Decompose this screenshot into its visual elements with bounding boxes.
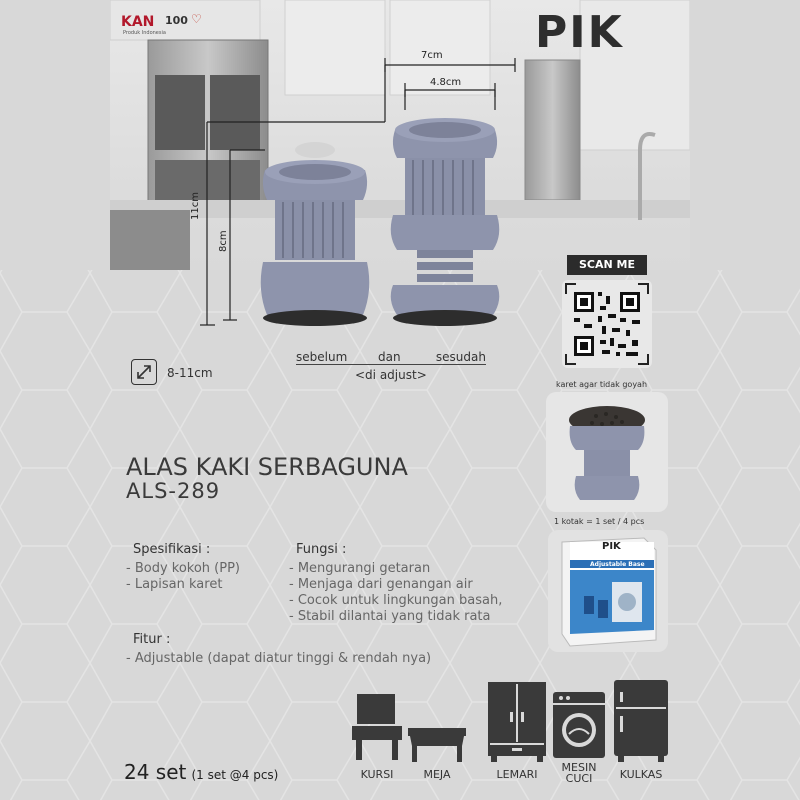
kan-logo-text: KAN — [121, 14, 155, 30]
kan-100-text: 100 — [165, 14, 188, 27]
functions-item: - Cocok untuk lingkungan basah, — [289, 593, 503, 608]
wardrobe-icon — [488, 682, 546, 762]
before-after-label — [296, 350, 486, 365]
box-caption: 1 kotak = 1 set / 4 pcs — [554, 517, 645, 526]
kan-heart-icon: ♡ — [191, 12, 202, 26]
rubber-foot-image — [546, 392, 668, 512]
use-label-washing-machine: MESIN CUCI — [561, 761, 597, 785]
size-range-text: 8-11cm — [167, 366, 213, 380]
product-before-after-image — [195, 50, 525, 335]
functions-list — [289, 561, 502, 625]
resize-icon — [131, 359, 157, 385]
and-label: dan — [378, 350, 401, 364]
use-label-wardrobe: LEMARI — [496, 768, 538, 781]
dim-inner-width: 4.8cm — [430, 77, 462, 88]
table-icon — [408, 728, 466, 762]
features-item: - Adjustable (dapat diatur tinggi & rendah nya) — [126, 651, 432, 666]
box-brand-text: PIK — [602, 541, 621, 552]
package-count-detail: (1 set @4 pcs) — [191, 768, 279, 782]
use-label-chair: KURSI — [360, 768, 394, 781]
pik-logo: PIK — [535, 7, 624, 58]
dim-height-min: 8cm — [218, 230, 229, 252]
specs-list — [126, 561, 240, 593]
before-label: sebelum — [296, 350, 348, 364]
rubber-caption: karet agar tidak goyah — [556, 380, 648, 389]
product-name: ALAS KAKI SERBAGUNA — [126, 453, 408, 481]
specs-item: - Lapisan karet — [126, 577, 223, 592]
product-code: ALS-289 — [126, 479, 221, 503]
package-count — [124, 760, 278, 784]
kan-sub-text: Produk Indonesia — [123, 30, 166, 36]
package-count-number: 24 set — [124, 760, 187, 784]
qr-code-icon[interactable] — [562, 280, 652, 368]
fridge-icon — [614, 680, 668, 762]
dim-outer-width: 7cm — [421, 50, 443, 61]
functions-heading: Fungsi : — [296, 542, 347, 557]
functions-item: - Mengurangi getaran — [289, 561, 431, 576]
kan-logo — [113, 10, 253, 40]
specs-heading: Spesifikasi : — [133, 542, 211, 557]
functions-item: - Stabil dilantai yang tidak rata — [289, 609, 491, 624]
foot-before-shape — [261, 160, 370, 326]
use-label-fridge: KULKAS — [619, 768, 663, 781]
adjust-caption: <di adjust> — [355, 368, 427, 382]
use-label-table: MEJA — [423, 768, 451, 781]
box-title-text: Adjustable Base — [590, 561, 645, 568]
dim-height-max: 11cm — [190, 192, 201, 220]
functions-item: - Menjaga dari genangan air — [289, 577, 473, 592]
scan-me-label: SCAN ME — [567, 255, 647, 275]
features-heading: Fitur : — [133, 632, 171, 647]
after-label: sesudah — [435, 350, 486, 364]
chair-icon — [352, 690, 402, 762]
washing-machine-icon — [553, 692, 605, 758]
specs-item: - Body kokoh (PP) — [126, 561, 241, 576]
foot-after-shape — [391, 118, 500, 326]
